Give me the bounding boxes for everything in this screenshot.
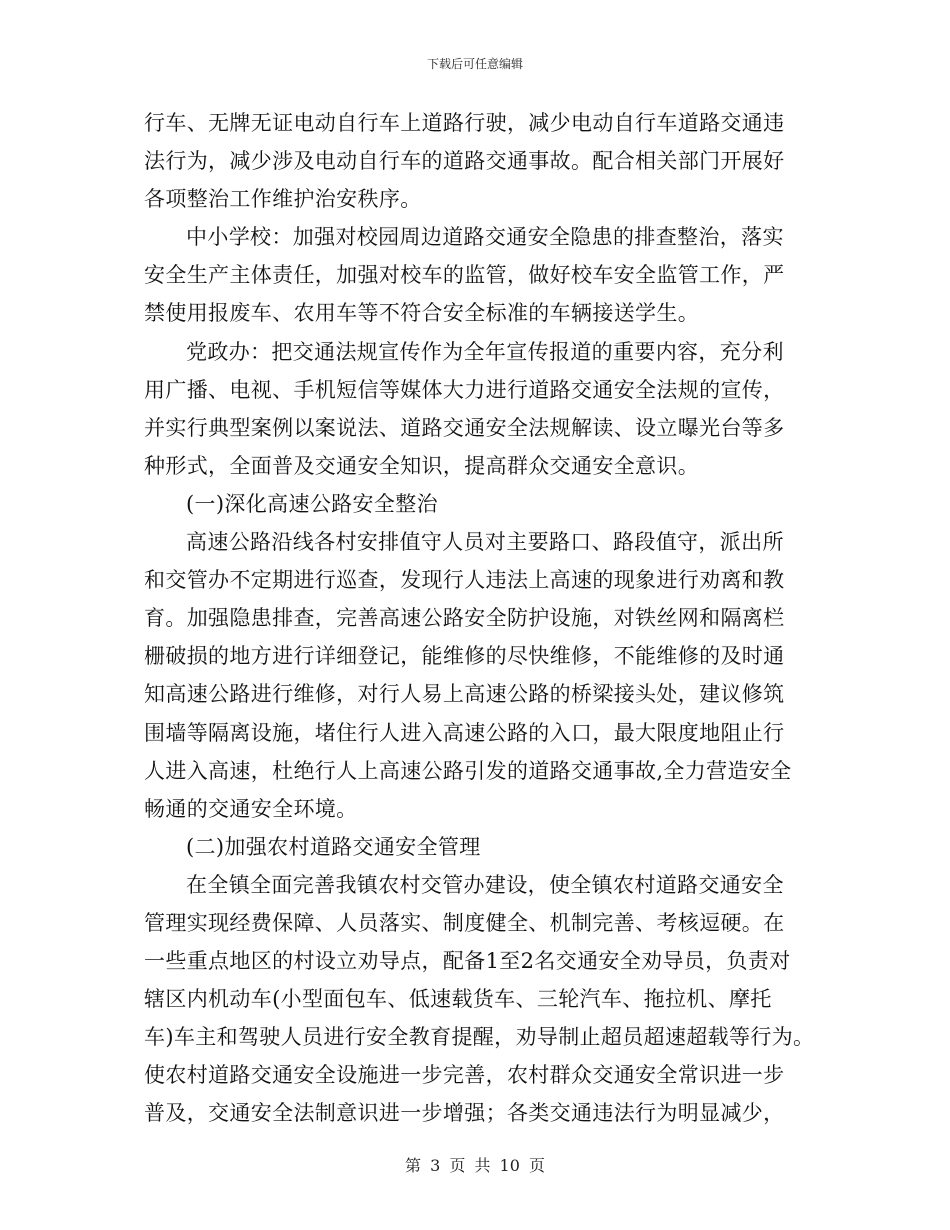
text-line: 在全镇全面完善我镇农村交管办建设，使全镇农村道路交通安全 [186, 872, 784, 897]
text-line: 一些重点地区的村设立劝导点，配备1至2名交通安全劝导员，负责对 [144, 949, 791, 974]
text-line: 普及，交通安全法制意识进一步增强；各类交通违法行为明显减少， [144, 1101, 785, 1126]
text-line: 种形式，全面普及交通安全知识，提高群众交通安全意识。 [144, 453, 700, 478]
text-line: 育。加强隐患排查，完善高速公路安全防护设施，对铁丝网和隔离栏 [144, 606, 785, 631]
text-line: 党政办：把交通法规宣传作为全年宣传报道的重要内容，充分利 [186, 339, 784, 364]
document-body [144, 104, 828, 1133]
text-line: 使农村道路交通安全设施进一步完善，农村群众交通安全常识进一步 [144, 1063, 785, 1088]
text-line: 人进入高速，杜绝行人上高速公路引发的道路交通事故,全力营造安全 [144, 758, 792, 783]
page-header: 下载后可任意编辑 [426, 57, 523, 71]
text-line: (一)深化高速公路安全整治 [186, 491, 438, 516]
text-line: 车)车主和驾驶人员进行安全教育提醒，劝导制止超员超速超载等行为。 [144, 1025, 815, 1050]
text-line: 高速公路沿线各村安排值守人员对主要路口、路段值守，派出所 [186, 530, 784, 555]
text-line: 围墙等隔离设施，堵住行人进入高速公路的入口，最大限度地阻止行 [144, 720, 785, 745]
page-footer: 第 3 页 共 10 页 [405, 1156, 545, 1175]
text-line: 禁使用报废车、农用车等不符合安全标准的车辆接送学生。 [144, 301, 700, 326]
text-line: 和交管办不定期进行巡查，发现行人违法上高速的现象进行劝离和教 [144, 568, 785, 593]
text-line: 安全生产主体责任，加强对校车的监管，做好校车安全监管工作，严 [144, 263, 785, 288]
text-line: 各项整治工作维护治安秩序。 [144, 187, 422, 212]
text-line: 法行为，减少涉及电动自行车的道路交通事故。配合相关部门开展好 [144, 149, 785, 174]
text-line: 栅破损的地方进行详细登记，能维修的尽快维修，不能维修的及时通 [144, 644, 785, 669]
text-line: 辖区内机动车(小型面包车、低速载货车、三轮汽车、拖拉机、摩托 [144, 987, 772, 1012]
text-line: 并实行典型案例以案说法、道路交通安全法规解读、设立曝光台等多 [144, 415, 785, 440]
text-line: 用广播、电视、手机短信等媒体大力进行道路交通安全法规的宣传， [144, 377, 785, 402]
text-line: 管理实现经费保障、人员落实、制度健全、机制完善、考核逗硬。在 [144, 910, 785, 935]
text-line: 中小学校：加强对校园周边道路交通安全隐患的排查整治，落实 [186, 225, 784, 250]
text-line: 行车、无牌无证电动自行车上道路行驶，减少电动自行车道路交通违 [144, 111, 785, 135]
text-line: (二)加强农村道路交通安全管理 [186, 834, 481, 859]
text-line: 畅通的交通安全环境。 [144, 796, 358, 821]
text-line: 知高速公路进行维修，对行人易上高速公路的桥梁接头处，建议修筑 [144, 682, 785, 707]
